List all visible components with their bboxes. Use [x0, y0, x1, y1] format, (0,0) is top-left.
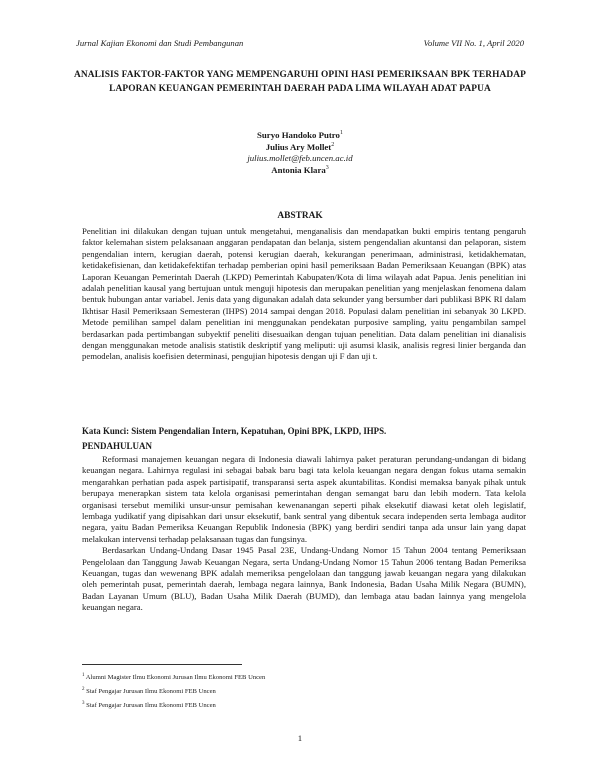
section-heading-intro: PENDAHULUAN [82, 441, 153, 451]
abstract-heading: ABSTRAK [277, 211, 323, 221]
author-2-mark: 2 [331, 141, 335, 148]
author-2 [100, 142, 500, 154]
paper-title: ANALISIS FAKTOR-FAKTOR YANG MEMPENGARUHI OPINI HASI PEMERIKSAAN BPK TERHADAP LAPORAN KEUANGAN PEMERINTAH DAERAH PADA LIMA WILAYAH ADAT PAPUA [74, 70, 526, 94]
author-block [100, 130, 500, 176]
footnote-2 [82, 684, 526, 698]
author-2-name: Julius Ary Mollet [265, 141, 332, 152]
author-3-name: Antonia Klara [271, 164, 326, 175]
page-number: 1 [297, 733, 303, 743]
footnote-2-mark: 2 [82, 687, 85, 693]
footnote-divider [82, 664, 242, 665]
keywords: Kata Kunci: Sistem Pengendalian Intern, Kepatuhan, Opini BPK, LKPD, IHPS. [82, 426, 387, 436]
email-link[interactable]: julius.mollet@feb.uncen.ac.id [247, 153, 353, 164]
author-1-mark: 1 [339, 130, 343, 137]
author-1 [100, 130, 500, 142]
author-1-name: Suryo Handoko Putro [257, 130, 340, 140]
intro-paragraph-2: Berdasarkan Undang-Undang Dasar 1945 Pasal 23E, Undang-Undang Nomor 15 Tahun 2004 tentang Pemeriksaan Pengelolaan dan Tanggung Jawab Keuangan Negara, serta Undang-Undang Nomor 15 Tahun 2006 tentang Badan Pemeriksa Keuangan, tugas dan wewenang BPK adalah memeriksa pengelolaan dan tanggung jawab keuangan negara yang dilakukan oleh pemerintah pusat, pemerintah daerah, lembaga negara lainnya, Bank Indonesia, Badan Usaha Milik Negara (BUMN), Badan Layanan Umum (BLU), Badan Usaha Milik Daerah (BUMD), dan lembaga atau badan lainnya yang mengelola keuangan negara. [82, 545, 526, 613]
footnotes [82, 670, 526, 713]
author-3 [100, 165, 500, 177]
footnote-2-text: Staf Pengajar Jurusan Ilmu Ekonomi FEB Uncen [86, 688, 216, 696]
footnote-3-text: Staf Pengajar Jurusan Ilmu Ekonomi FEB Uncen [86, 702, 216, 710]
running-header [76, 38, 524, 48]
intro-paragraph-1: Reformasi manajemen keuangan negara di Indonesia diawali lahirnya paket peraturan perundang-undangan di bidang keuangan negara. Lahirnya regulasi ini sebagai babak baru bagi tata kelola keuangan negara dengan fokus utama semakin mengarahkan perhatian pada aspek partisipatif, transparansi serta aspek akuntabilitas. Kondisi memaksa banyak pihak untuk berupaya menerapkan sistem tata kelola organisasi pemerintahan dengan semangat baru dan lebih modern. Tata kelola organisasi tersebut memiliki unsur-unsur pemisahan kewenanangan seperti pihak eksekutif diawasi ketat oleh legislatif, lembaga yudikatif yang dipisahkan dari unsur eksekutif, bank sentral yang dibentuk secara independen serta lembaga auditor negara, yaitu Badan Pemeriksa Keuangan Republik Indonesia (BPK) yang berdiri sendiri tanpa ada unsur lain yang dapat melakukan intervensi terhadap pelaksanaan tugas dan fungsinya. [82, 454, 526, 544]
journal-volume: Volume VII No. 1, April 2020 [423, 38, 524, 48]
intro-body [82, 454, 526, 614]
author-email[interactable] [100, 153, 500, 165]
footnote-1-text: Alumni Magister Ilmu Ekonomi Jurusan Ilmu Ekonomi FEB Uncen [85, 674, 266, 682]
footnote-3-mark: 3 [82, 701, 85, 707]
author-3-mark: 3 [325, 164, 329, 171]
abstract-text: Penelitian ini dilakukan dengan tujuan untuk mengetahui, menganalisis dan mendapatkan bukti empiris tentang pengaruh faktor kelemahan sistem pelaksanaan anggaran pendapatan dan belanja, sistem pengendalian akuntansi dan pelaporan, sistem pengendalian intern, kerugian daerah, potensi kerugian daerah, kekurangan penerimaan, administrasi, ketidakhematan, ketidakefisienan, dan ketidakefektifan terhadap pemberian opini hasil pemeriksaan Badan Pemeriksaan Keuangan (BPK) atas Laporan Keuangan Pemerintah Daerah (LKPD) Pemerintah Kabupaten/Kota di lima wilayah adat Papua. Jenis penelitian ini adalah penelitian kausal yang bertujuan untuk menguji hipotesis dan merupakan penelitian yang menjelaskan fenomena dalam bentuk hubungan antar variabel. Jenis data yang digunakan adalah data sekunder yang bersumber dari publikasi BPK RI dalam Ikhtisar Hasil Pemeriksaan Semesteran (IHPS) 2014 sampai dengan 2018. Populasi dalam penelitian ini sebanyak 30 LKPD. Metode pemilihan sampel dalam penelitian ini menggunakan pendekatan purposive sampling, yaitu pengambilan sampel berdasarkan pada pertimbangan subyektif peneliti disesuaikan dengan tujuan penelitian. Data dalam penelitian ini dianalisis dengan menggunakan metode analisis statistik deskriptif yang meliputi: uji asumsi klasik, analisis regresi linier berganda dan pemodelan, analisis koefisien determinasi, pengujian hipotesis dengan uji F dan uji t. [82, 226, 526, 362]
footnote-1 [82, 670, 526, 684]
journal-name: Jurnal Kajian Ekonomi dan Studi Pembangunan [76, 38, 244, 48]
footnote-3 [82, 698, 526, 712]
footnote-1-mark: 1 [82, 673, 85, 678]
